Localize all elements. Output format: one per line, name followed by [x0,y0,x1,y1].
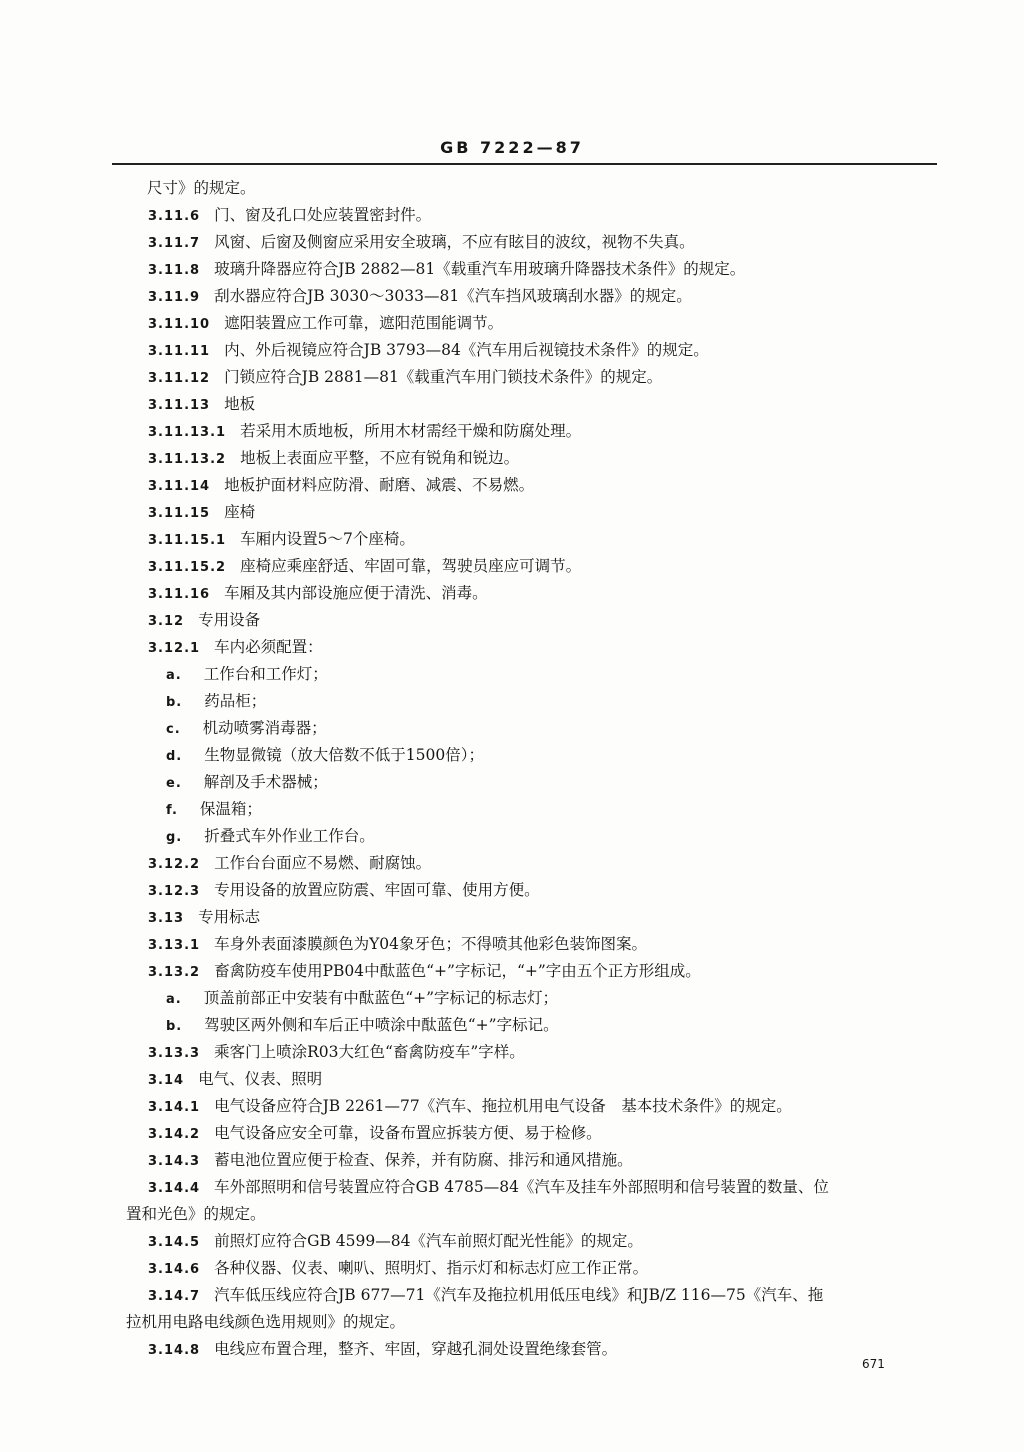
text-line [0,1147,1024,1174]
text-line [0,1228,1024,1255]
text-line [0,607,1024,634]
clause-text: 内、外后视镜应符合JB 3793—84《汽车用后视镜技术条件》的规定。 [224,341,709,359]
text-line [0,526,1024,553]
text-line [0,391,1024,418]
list-letter: b. [166,1019,183,1034]
text-line [0,1039,1024,1066]
clause-number: 3.12 [148,614,185,629]
list-item-text: 驾驶区两外侧和车后正中喷涂中酞蓝色“+”字标记。 [204,1016,559,1034]
list-item-text: 工作台和工作灯； [203,665,328,683]
text-line [0,1282,1024,1309]
clause-text: 地板上表面应平整，不应有锐角和锐边。 [240,449,520,467]
text-line [0,742,1024,769]
clause-text: 车外部照明和信号装置应符合GB 4785—84《汽车及挂车外部照明和信号装置的数量、位 [214,1178,829,1196]
clause-text: 遮阳装置应工作可靠，遮阳范围能调节。 [224,314,504,332]
text-line [0,418,1024,445]
clause-text: 电气、仪表、照明 [198,1070,323,1088]
list-letter: d. [166,749,183,764]
list-letter: b. [166,695,183,710]
clause-number: 3.11.9 [148,290,201,305]
clause-text: 专用设备的放置应防震、牢固可靠、使用方便。 [214,881,540,899]
clause-number: 3.11.15.1 [148,533,227,548]
clause-number: 3.14.3 [148,1154,201,1169]
clause-text: 座椅应乘座舒适、牢固可靠，驾驶员座应可调节。 [240,557,582,575]
clause-number: 3.14.8 [148,1343,201,1358]
text-line [0,472,1024,499]
clause-text: 各种仪器、仪表、喇叭、照明灯、指示灯和标志灯应工作正常。 [214,1259,649,1277]
clause-text: 尺寸》的规定。 [147,179,256,197]
clause-text: 刮水器应符合JB 3030～3033—81《汽车挡风玻璃刮水器》的规定。 [214,287,692,305]
list-item-text: 折叠式车外作业工作台。 [204,827,375,845]
clause-text: 汽车低压线应符合JB 677—71《汽车及拖拉机用低压电线》和JB/Z 116—75《汽车、拖 [214,1286,824,1304]
clause-text: 畜禽防疫车使用PB04中酞蓝色“+”字标记，“+”字由五个正方形组成。 [214,962,701,980]
clause-number: 3.14.2 [148,1127,201,1142]
clause-number: 3.12.3 [148,884,201,899]
list-item-text: 生物显微镜（放大倍数不低于1500倍）； [204,746,484,764]
list-item-text: 顶盖前部正中安装有中酞蓝色“+”字标记的标志灯； [203,989,559,1007]
clause-text: 玻璃升降器应符合JB 2882—81《载重汽车用玻璃升降器技术条件》的规定。 [214,260,746,278]
clause-text: 座椅 [224,503,256,521]
text-line [0,580,1024,607]
text-line [0,931,1024,958]
document-header: GB 7222—87 [440,138,584,157]
clause-number: 3.11.16 [148,587,211,602]
clause-number: 3.11.10 [148,317,211,332]
clause-text: 车厢及其内部设施应便于清洗、消毒。 [224,584,488,602]
header-rule [112,163,937,165]
clause-number: 3.14.4 [148,1181,201,1196]
clause-number: 3.11.8 [148,263,201,278]
list-letter: f. [166,803,178,818]
text-line [0,796,1024,823]
clause-number: 3.14.1 [148,1100,201,1115]
list-letter: a. [166,992,182,1007]
clause-number: 3.11.11 [148,344,211,359]
clause-text: 置和光色》的规定。 [126,1205,266,1223]
clause-number: 3.11.13.2 [148,452,227,467]
clause-text: 专用设备 [198,611,261,629]
text-line [0,958,1024,985]
list-item-text: 解剖及手术器械； [203,773,328,791]
list-item-text: 保温箱； [199,800,262,818]
text-line [0,715,1024,742]
clause-number: 3.11.15 [148,506,211,521]
text-line [0,688,1024,715]
text-line [0,877,1024,904]
text-line [0,337,1024,364]
text-line [0,499,1024,526]
text-line [0,634,1024,661]
list-letter: g. [166,830,183,845]
clause-text: 车身外表面漆膜颜色为Y04象牙色；不得喷其他彩色装饰图案。 [214,935,648,953]
text-line [0,1174,1024,1201]
text-line [0,1066,1024,1093]
text-line [0,769,1024,796]
clause-text: 地板 [224,395,256,413]
clause-number: 3.14 [148,1073,185,1088]
text-line [0,445,1024,472]
clause-number: 3.13.2 [148,965,201,980]
clause-text: 乘客门上喷涂R03大红色“畜禽防疫车”字样。 [214,1043,525,1061]
clause-text: 电气设备应安全可靠，设备布置应拆装方便、易于检修。 [214,1124,602,1142]
text-line [0,1093,1024,1120]
list-letter: c. [166,722,181,737]
clause-number: 3.11.6 [148,209,201,224]
clause-text: 若采用木质地板，所用木材需经干燥和防腐处理。 [240,422,582,440]
clause-number: 3.14.7 [148,1289,201,1304]
text-line [0,175,1024,202]
text-line [0,202,1024,229]
clause-text: 车内必须配置： [214,638,323,656]
clause-text: 拉机用电路电线颜色选用规则》的规定。 [126,1313,406,1331]
clause-text: 工作台台面应不易燃、耐腐蚀。 [214,854,432,872]
clause-number: 3.11.14 [148,479,211,494]
list-letter: e. [166,776,182,791]
text-line [0,985,1024,1012]
text-line [0,310,1024,337]
clause-number: 3.14.6 [148,1262,201,1277]
clause-number: 3.13.1 [148,938,201,953]
clause-number: 3.13.3 [148,1046,201,1061]
text-line [0,283,1024,310]
text-line [0,661,1024,688]
clause-text: 电气设备应符合JB 2261—77《汽车、拖拉机用电气设备 基本技术条件》的规定。 [214,1097,792,1115]
text-line [0,553,1024,580]
clause-text: 门锁应符合JB 2881—81《载重汽车用门锁技术条件》的规定。 [224,368,663,386]
clause-number: 3.13 [148,911,185,926]
clause-text: 电线应布置合理，整齐、牢固，穿越孔洞处设置绝缘套管。 [214,1340,618,1358]
list-item-text: 药品柜； [204,692,267,710]
clause-text: 门、窗及孔口处应装置密封件。 [214,206,432,224]
text-line [0,823,1024,850]
clause-text: 车厢内设置5～7个座椅。 [240,530,415,548]
text-line [0,256,1024,283]
page-number: 671 [862,1357,885,1371]
text-line [0,850,1024,877]
clause-text: 蓄电池位置应便于检查、保养，并有防腐、排污和通风措施。 [214,1151,633,1169]
text-line [0,1201,1024,1228]
text-line [0,229,1024,256]
clause-number: 3.11.13.1 [148,425,227,440]
clause-number: 3.11.15.2 [148,560,227,575]
clause-number: 3.11.7 [148,236,201,251]
list-letter: a. [166,668,182,683]
document-body [0,175,1024,1363]
text-line [0,1012,1024,1039]
list-item-text: 机动喷雾消毒器； [202,719,327,737]
clause-number: 3.11.12 [148,371,211,386]
clause-number: 3.14.5 [148,1235,201,1250]
text-line [0,364,1024,391]
clause-text: 前照灯应符合GB 4599—84《汽车前照灯配光性能》的规定。 [214,1232,643,1250]
text-line [0,1120,1024,1147]
text-line [0,1309,1024,1336]
clause-number: 3.12.2 [148,857,201,872]
text-line [0,904,1024,931]
clause-text: 专用标志 [198,908,261,926]
text-line [0,1255,1024,1282]
clause-text: 地板护面材料应防滑、耐磨、减震、不易燃。 [224,476,535,494]
clause-text: 风窗、后窗及侧窗应采用安全玻璃，不应有眩目的波纹，视物不失真。 [214,233,695,251]
clause-number: 3.11.13 [148,398,211,413]
clause-number: 3.12.1 [148,641,201,656]
